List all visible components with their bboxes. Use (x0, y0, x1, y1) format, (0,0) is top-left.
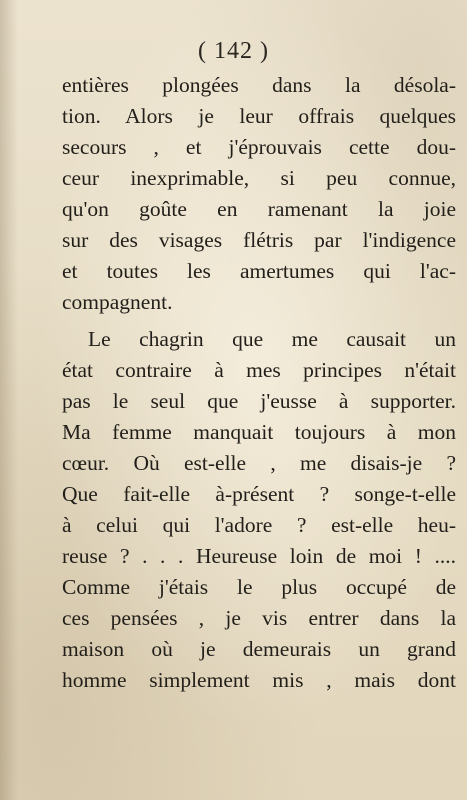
text-line: ceur inexprimable, si peu connue, (62, 166, 456, 190)
text-line: secours , et j'éprouvais cette dou- (62, 135, 456, 159)
text-line: homme simplement mis , mais dont (62, 668, 456, 692)
text-line: cœur. Où est-elle , me disais-je ? (62, 451, 456, 475)
text-line: Le chagrin que me causait un (88, 327, 456, 351)
gutter-shadow (0, 0, 18, 800)
text-line: Ma femme manquait toujours à mon (62, 420, 456, 444)
text-line: Que fait-elle à-présent ? songe-t-elle (62, 482, 456, 506)
text-line: maison où je demeurais un grand (62, 637, 456, 661)
paragraph (62, 70, 456, 318)
text-line: reuse ? . . . Heureuse loin de moi ! .... (62, 544, 456, 568)
text-line: sur des visages flétris par l'indigence (62, 228, 456, 252)
page-number: ( 142 ) (198, 38, 269, 64)
text-line: compagnent. (62, 290, 173, 314)
text-line: et toutes les amertumes qui l'ac- (62, 259, 456, 283)
body-text (62, 70, 456, 696)
text-line: à celui qui l'adore ? est-elle heu- (62, 513, 456, 537)
text-line: tion. Alors je leur offrais quelques (62, 104, 456, 128)
text-line: état contraire à mes principes n'était (62, 358, 456, 382)
text-line: entières plongées dans la désola- (62, 73, 456, 97)
paragraph (62, 324, 456, 696)
text-line: pas le seul que j'eusse à supporter. (62, 389, 456, 413)
text-line: Comme j'étais le plus occupé de (62, 575, 456, 599)
text-line: qu'on goûte en ramenant la joie (62, 197, 456, 221)
text-line: ces pensées , je vis entrer dans la (62, 606, 456, 630)
